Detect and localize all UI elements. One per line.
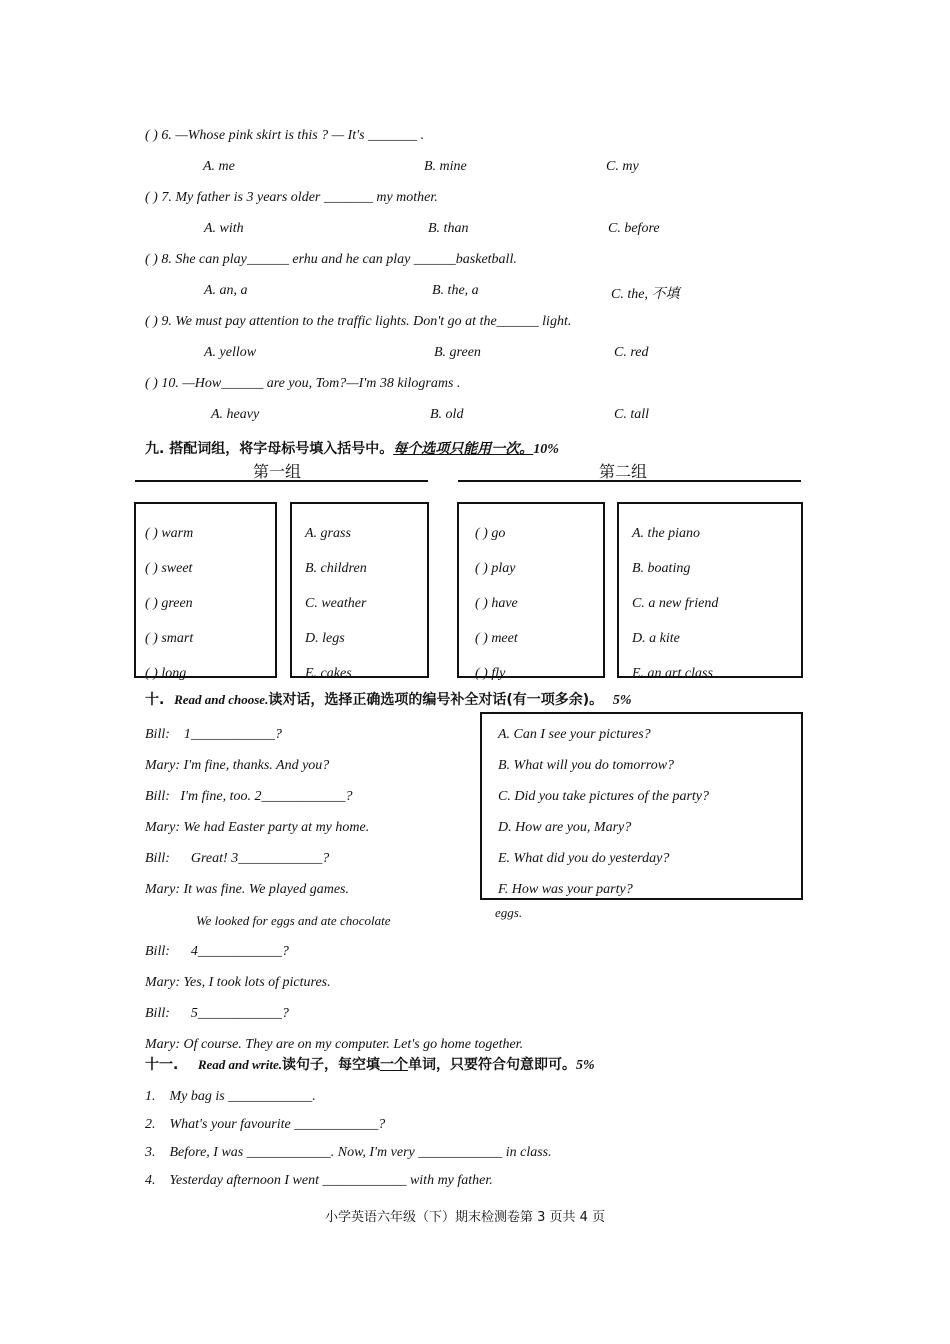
list-item: C. a new friend [632,596,719,611]
group1-right-list [305,516,367,691]
dialogue-line: Bill: Great! 3____________? [145,851,330,866]
question-10: ( ) 10. —How______ are you, Tom?—I'm 38 kilograms . [145,376,461,391]
dialogue-line: Mary: We had Easter party at my home. [145,820,370,835]
section9-heading: 九. 搭配词组，将字母标号填入括号中。每个选项只能用一次。10% [145,441,559,457]
dialogue-line: Mary: Yes, I took lots of pictures. [145,975,331,990]
list-item: D. How are you, Mary? [498,820,632,835]
dialogue-line: Bill: 1____________? [145,727,282,742]
group2-rule [458,480,801,482]
list-item: B. boating [632,561,691,576]
list-item: 1. My bag is ____________. [145,1089,316,1104]
list-item: 4. Yesterday afternoon I went ____________ with my father. [145,1173,493,1188]
question-7: ( ) 7. My father is 3 years older _______ my mother. [145,190,438,205]
dialogue-line: Bill: I'm fine, too. 2____________? [145,789,353,804]
q6-option-c: C. my [606,159,639,174]
q8-option-a: A. an, a [204,283,248,298]
list-item: ( ) smart [145,631,194,646]
q10-option-b: B. old [430,407,464,422]
group2-title: 第二组 [599,462,648,481]
q6-option-a: A. me [203,159,235,174]
list-item: ( ) play [475,561,516,576]
question-8: ( ) 8. She can play______ erhu and he can play ______basketball. [145,252,517,267]
section10-heading: 十. Read and choose.读对话，选择正确选项的编号补全对话(有一项多余)。 5% [145,692,632,708]
q10-option-a: A. heavy [211,407,260,422]
q9-option-a: A. yellow [204,345,257,360]
group1-left-list [145,516,193,691]
q7-option-a: A. with [204,221,244,236]
list-item: 2. What's your favourite ____________? [145,1117,386,1132]
dialogue-line: We looked for eggs and ate chocolate [196,913,391,928]
list-item: ( ) go [475,526,506,541]
q6-option-b: B. mine [424,159,467,174]
list-item: ( ) meet [475,631,518,646]
group2-left-list [475,516,518,691]
list-item: E. cakes [305,666,352,681]
dialogue-overflow: eggs. [495,905,523,920]
list-item: A. Can I see your pictures? [498,727,651,742]
dialogue-line: Bill: 5____________? [145,1006,289,1021]
page-footer: 小学英语六年级（下）期末检测卷第 3 页共 4 页 [325,1210,606,1225]
options-list [498,719,709,905]
dialogue [145,719,523,1060]
list-item: B. children [305,561,367,576]
question-9: ( ) 9. We must pay attention to the traffic lights. Don't go at the______ light. [145,314,572,329]
list-item: A. grass [305,526,351,541]
q8-option-b: B. the, a [432,283,479,298]
list-item: A. the piano [632,526,701,541]
dialogue-line: Bill: 4____________? [145,944,289,959]
dialogue-line: Mary: It was fine. We played games. [145,882,349,897]
list-item: ( ) long [145,666,187,681]
group2-right-list [632,516,718,691]
q10-option-c: C. tall [614,407,650,422]
group1-rule [135,480,428,482]
list-item: E. an art class [632,666,713,681]
q7-option-c: C. before [608,221,660,236]
list-item: ( ) fly [475,666,506,681]
q8-option-c: C. the, 不填 [611,287,680,302]
list-item: D. legs [305,631,345,646]
dialogue-line: Mary: Of course. They are on my computer. Let's go home together. [145,1037,524,1052]
list-item: C. Did you take pictures of the party? [498,789,709,804]
section11-heading: 十一. Read and write.读句子，每空填一个单词，只要符合句意即可。5% [145,1057,595,1073]
list-item: D. a kite [632,631,680,646]
section11-items [145,1083,552,1195]
list-item: E. What did you do yesterday? [498,851,670,866]
q9-option-c: C. red [614,345,649,360]
q9-option-b: B. green [434,345,481,360]
list-item: ( ) have [475,596,518,611]
list-item: 3. Before, I was ____________. Now, I'm very ____________ in class. [145,1145,552,1160]
dialogue-line: Mary: I'm fine, thanks. And you? [145,758,330,773]
list-item: B. What will you do tomorrow? [498,758,675,773]
list-item: C. weather [305,596,367,611]
list-item: F. How was your party? [498,882,633,897]
list-item: ( ) sweet [145,561,193,576]
list-item: ( ) green [145,596,193,611]
question-6: ( ) 6. —Whose pink skirt is this ? — It's _______ . [145,128,425,143]
group1-title: 第一组 [253,462,302,481]
q7-option-b: B. than [428,221,469,236]
list-item: ( ) warm [145,526,194,541]
